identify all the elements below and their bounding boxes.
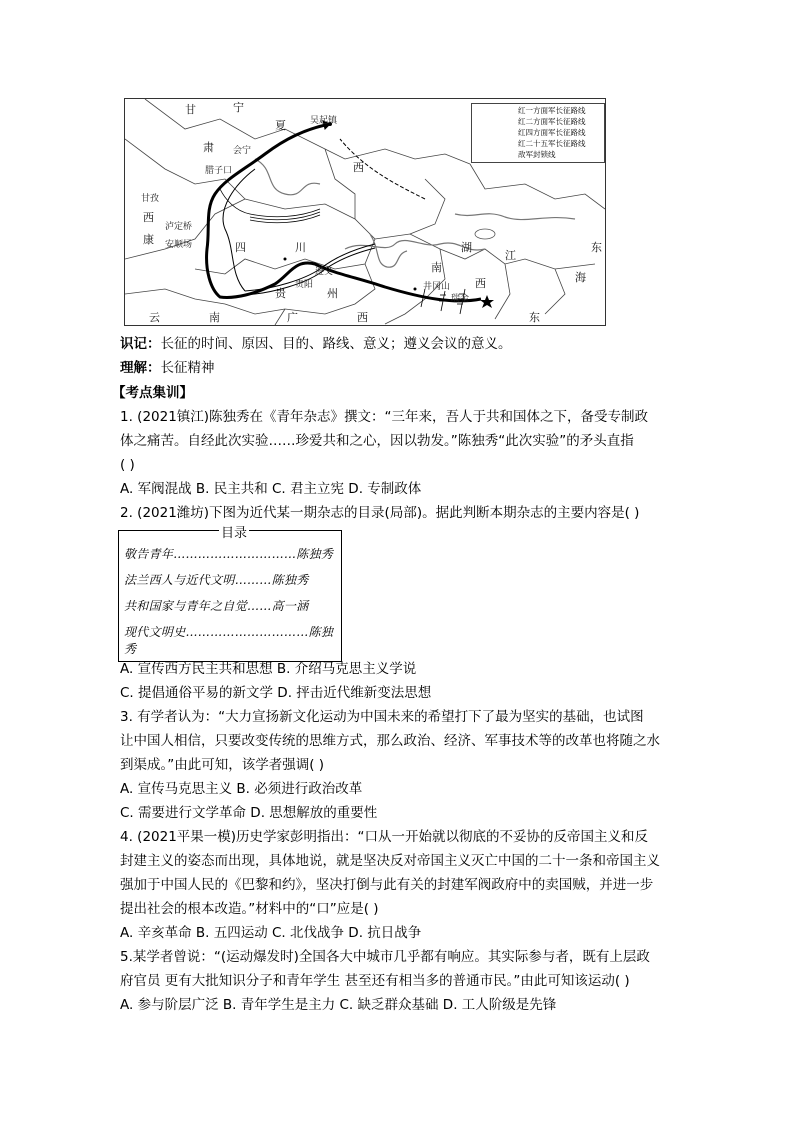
map-label: 江 xyxy=(505,249,516,262)
toc-row: 现代文明史…………………………陈独秀 xyxy=(124,625,334,656)
q1-line-2: 体之痛苦。自经此次实验……珍爱共和之心，因以勃发。”陈独秀“此次实验”的矛头直指 xyxy=(120,433,634,449)
legend-label: 红二十五军长征路线 xyxy=(518,139,586,148)
q3-line-3: 到渠成。”由此可知，该学者强调( ) xyxy=(120,757,325,773)
q4-options: A. 辛亥革命 B. 五四运动 C. 北伐战争 D. 抗日战争 xyxy=(120,925,422,941)
map-label: 西 xyxy=(357,311,368,324)
toc-title: 目录 xyxy=(219,522,249,541)
shiji-label: 识记： xyxy=(120,336,161,352)
q1-options: A. 军阀混战 B. 民主共和 C. 君主立宪 D. 专制政体 xyxy=(120,481,422,497)
q4-line-1: 4. (2021平果一模)历史学家彭明指出：“口从一开始就以彻底的不妥协的反帝国主义和反 xyxy=(120,829,649,845)
q2-line-1: 2. (2021潍坊)下图为近代某一期杂志的目录(局部)。据此判断本期杂志的主要内容是( ) xyxy=(120,505,640,521)
q3-line-1: 3. 有学者认为：“大力宣扬新文化运动为中国未来的希望打下了最为坚实的基础，也试图 xyxy=(120,709,644,725)
map-label: 遵义 xyxy=(315,267,334,277)
toc-row: 共和国家与青年之自觉……高一涵 xyxy=(124,599,309,613)
q5-options: A. 参与阶层广泛 B. 青年学生是主力 C. 缺乏群众基础 D. 工人阶级是先锋 xyxy=(120,997,557,1013)
map-label: 甘 xyxy=(185,103,196,116)
map-label: 西 xyxy=(143,211,154,224)
map-dots xyxy=(284,122,417,291)
map-label: 东 xyxy=(529,311,540,324)
lijie-content: 长征精神 xyxy=(160,360,215,376)
map-label: 甘孜 xyxy=(141,194,160,204)
map-label: 泸定桥 xyxy=(165,222,193,232)
q2-options-2: C. 提倡通俗平易的新文学 D. 抨击近代维新变法思想 xyxy=(120,685,432,701)
section-title: 【考点集训】 xyxy=(112,385,193,401)
map-label: 贵阳 xyxy=(295,280,314,290)
shiji-line xyxy=(120,334,512,354)
map-label: 州 xyxy=(327,287,338,300)
toc-row: 法兰西人与近代文明………陈独秀 xyxy=(124,573,309,587)
shiji-content: 长征的时间、原因、目的、路线、意义；遵义会议的意义。 xyxy=(160,336,512,352)
q3-line-2: 让中国人相信，只要改变传统的思维方式，那么政治、经济、军事技术等的改革也将随之水 xyxy=(120,733,660,749)
map-label: 湖 xyxy=(461,241,472,254)
q1-line-3: ( ) xyxy=(120,457,135,473)
map-label: 东 xyxy=(591,241,602,254)
map-label: 康 xyxy=(143,233,154,246)
map-label: 宁 xyxy=(233,101,244,114)
map-label: 四 xyxy=(235,241,246,254)
map-label: 云 xyxy=(149,311,160,324)
map-label: 南 xyxy=(209,311,220,324)
map-label: 海 xyxy=(575,271,586,284)
ruijin-star-icon xyxy=(480,295,494,308)
q2-options-1: A. 宣传西方民主共和思想 B. 介绍马克思主义学说 xyxy=(120,661,417,677)
q4-line-3: 强加于中国人民的《巴黎和约》，坚决打倒与此有关的封建军阀政府中的卖国贼，并进一步 xyxy=(120,877,654,893)
legend-item-blockade xyxy=(476,151,602,161)
q5-line-1: 5.某学者曾说：“(运动爆发时)全国各大中城市几乎都有响应。其实际参与者，既有上层政 xyxy=(120,949,650,965)
map-label: 贵 xyxy=(275,287,286,300)
map-legend xyxy=(471,103,605,163)
map-label: 夏 xyxy=(275,119,286,132)
map-label: 广 xyxy=(287,311,298,324)
legend-label: 敌军封锁线 xyxy=(518,150,556,159)
magazine-toc xyxy=(118,526,342,662)
map-label: 肃 xyxy=(203,141,214,154)
lake xyxy=(475,229,495,239)
map-label: 腊子口 xyxy=(205,166,233,176)
map-label: 西 xyxy=(353,161,364,174)
map-label: 吴起镇 xyxy=(310,116,338,126)
toc-row: 敬告青年…………………………陈独秀 xyxy=(124,547,334,561)
legend-item-first xyxy=(476,107,602,117)
map-label: 西 xyxy=(475,277,486,290)
legend-label: 红二方面军长征路线 xyxy=(518,117,586,126)
map-label: 安顺场 xyxy=(165,240,193,250)
q5-line-2: 府官员 更有大批知识分子和青年学生 甚至还有相当多的普通市民。”由此可知该运动( ) xyxy=(120,973,630,989)
q4-line-4: 提出社会的根本改造。”材料中的“口”应是( ) xyxy=(120,901,379,917)
legend-label: 红四方面军长征路线 xyxy=(518,128,586,137)
map-label: 南 xyxy=(431,261,442,274)
map-label: 川 xyxy=(295,241,306,254)
legend-item-fourth xyxy=(476,129,602,139)
legend-label: 红一方面军长征路线 xyxy=(518,106,586,115)
map-label: 会宁 xyxy=(233,146,252,156)
q3-options-2: C. 需要进行文学革命 D. 思想解放的重要性 xyxy=(120,805,378,821)
map-label: 井冈山 xyxy=(423,282,451,292)
long-march-map xyxy=(124,98,606,326)
lijie-line xyxy=(120,358,215,378)
q4-line-2: 封建主义的姿态而出现，具体地说，就是坚决反对帝国主义灭亡中国的二十一条和帝国主义 xyxy=(120,853,660,869)
q3-options-1: A. 宣传马克思主义 B. 必须进行政治改革 xyxy=(120,781,363,797)
q1-line-1: 1. (2021镇江)陈独秀在《青年杂志》撰文：“三年来，吾人于共和国体之下，备受专制政 xyxy=(120,409,649,425)
map-label: 瑞金 xyxy=(451,294,470,304)
legend-item-25th xyxy=(476,140,602,150)
route-red-fourth xyxy=(220,189,320,223)
legend-item-second xyxy=(476,118,602,128)
lijie-label: 理解： xyxy=(120,360,161,376)
